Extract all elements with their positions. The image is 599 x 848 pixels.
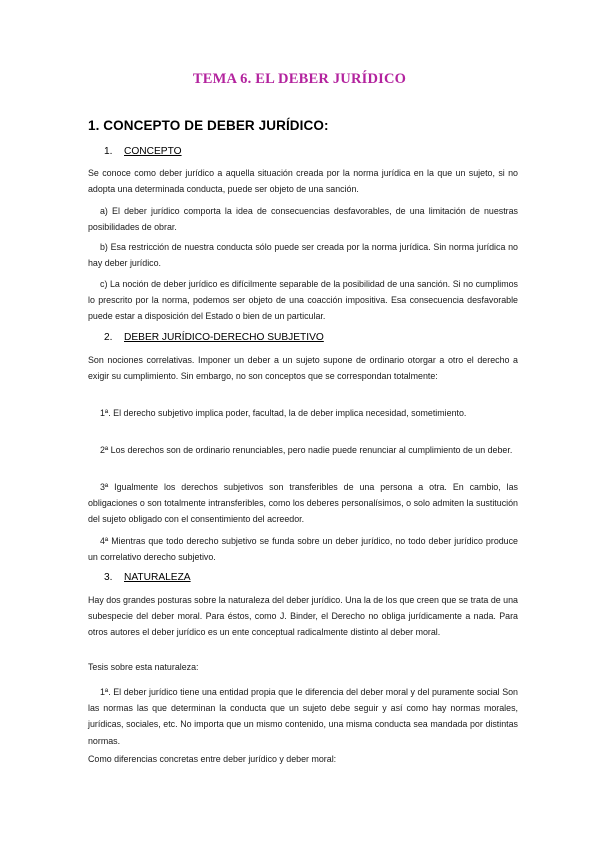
paragraph: b) Esa restricción de nuestra conducta sólo puede ser creada por la norma jurídica. Sin norma jurídica no hay deber jurídico. — [88, 242, 518, 269]
paragraph: Como diferencias concretas entre deber jurídico y deber moral: — [88, 754, 337, 764]
paragraph: 1ª. El derecho subjetivo implica poder, facultad, la de deber implica necesidad, sometimiento. — [100, 408, 467, 418]
subsection-heading-deber-derecho — [104, 332, 324, 343]
subsection-heading-concepto — [104, 146, 182, 157]
subsection-label: DEBER JURÍDICO-DERECHO SUBJETIVO — [124, 332, 324, 343]
paragraph: 2ª Los derechos son de ordinario renunciables, pero nadie puede renunciar al cumplimiento de un deber. — [100, 445, 513, 455]
paragraph: Son nociones correlativas. Imponer un deber a un sujeto supone de ordinario otorgar a otro el derecho a exigir su cumplimiento. Sin embargo, no son conceptos que se correspondan totalmente: — [88, 355, 518, 382]
paragraph: Tesis sobre esta naturaleza: — [88, 662, 199, 672]
subsection-label: CONCEPTO — [124, 146, 182, 157]
subsection-heading-naturaleza — [104, 572, 191, 583]
paragraph: 1ª. El deber jurídico tiene una entidad propia que le diferencia del deber moral y del puramente social Son las normas las que determinan la conducta que un sujeto debe seguir y así como hay normas morales, jurídicas, sociales, etc. No importa que un mismo contenido, una misma conducta sea mandada por distintas normas. — [88, 687, 518, 746]
paragraph: Hay dos grandes posturas sobre la naturaleza del deber jurídico. Una la de los que creen que se trata de una subespecie del deber moral. Para éstos, como J. Binder, el Derecho no obliga jurídicamente a nada. Para otros autores el deber jurídico es un ente conceptual radicalmente distinto al deber moral. — [88, 595, 518, 638]
document-title: TEMA 6. EL DEBER JURÍDICO — [192, 71, 407, 87]
section-heading-concepto: 1. CONCEPTO DE DEBER JURÍDICO: — [88, 118, 329, 133]
paragraph: 3ª Igualmente los derechos subjetivos son transferibles de una persona a otra. En cambio, las obligaciones o son totalmente intransferibles, como los deberes personalísimos, o solo admiten la sustitución del sujeto obligado con el consentimiento del acreedor. — [88, 482, 518, 525]
subsection-number: 2. — [104, 332, 113, 343]
paragraph: a) El deber jurídico comporta la idea de consecuencias desfavorables, de una limitación de nuestras posibilidades de obrar. — [88, 206, 518, 233]
paragraph: c) La noción de deber jurídico es difícilmente separable de la posibilidad de una sanción. Si no cumplimos lo prescrito por la norma, podemos ser objeto de una coacción impositiva. Esa consecuencia desfavorable puede estar a disposición del Estado o bien de un particular. — [88, 279, 518, 322]
subsection-number: 1. — [104, 146, 113, 157]
paragraph: Se conoce como deber jurídico a aquella situación creada por la norma jurídica en la que un sujeto, si no adopta una determinada conducta, puede ser objeto de una sanción. — [88, 168, 518, 195]
paragraph: 4ª Mientras que todo derecho subjetivo se funda sobre un deber jurídico, no todo deber jurídico produce un correlativo derecho subjetivo. — [88, 536, 518, 563]
subsection-number: 3. — [104, 572, 113, 583]
subsection-label: NATURALEZA — [124, 572, 191, 583]
